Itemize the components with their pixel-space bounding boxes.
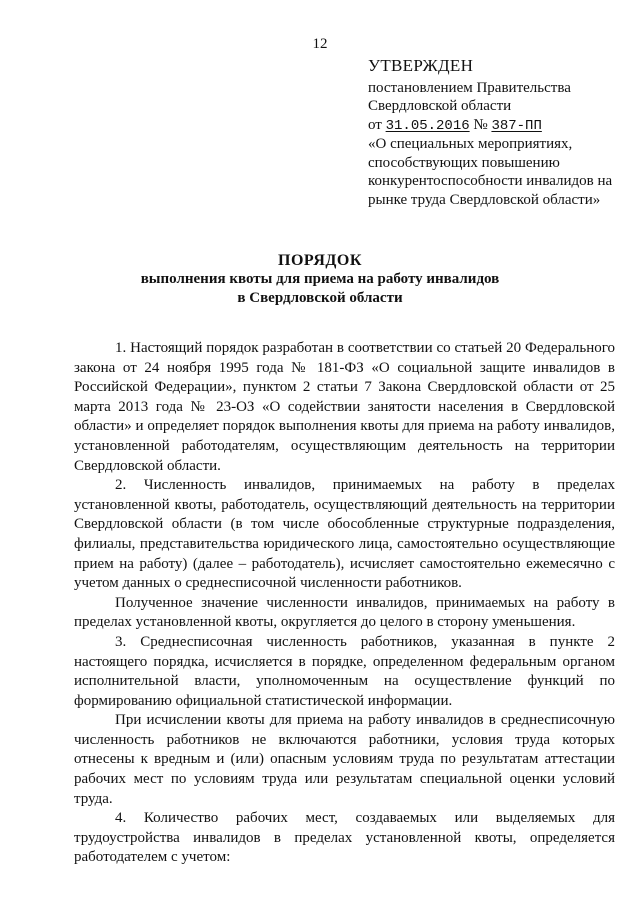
page-number: 12 — [312, 36, 328, 52]
title-main: ПОРЯДОК — [278, 252, 362, 269]
document-body — [74, 339, 615, 868]
title-line-3: в Свердловской области — [237, 290, 403, 306]
document-title — [0, 251, 640, 308]
approval-line-1: постановлением Правительства — [368, 79, 571, 96]
paragraph-3-note: При исчислении квоты для приема на работу инвалидов в среднесписочную численность работников не включаются работники, условия труда которых отнесены к вредным и (или) опасным условиям труда по результатам аттестации рабочих мест по условиям труда или результатам специальной оценки условий труда. — [74, 712, 615, 807]
approval-date-line — [368, 116, 618, 136]
approval-block — [368, 57, 618, 209]
decree-title: «О специальных мероприятиях, способствующих повышению конкурентоспособности инвалидов на рынке труда Свердловской области» — [368, 136, 613, 208]
paragraph-2-note: Полученное значение численности инвалидов, принимаемых на работу в пределах установленной квоты, округляется до целого в сторону уменьшения. — [74, 594, 615, 631]
number-prefix: № — [469, 116, 492, 133]
paragraph-3: 3. Среднесписочная численность работников, указанная в пункте 2 настоящего порядка, исчисляется в порядке, определенном федеральным органом исполнительной власти, уполномоченным на осуществление функций по формированию официальной статистической информации. — [74, 633, 615, 709]
decree-number: 387-ПП — [491, 117, 542, 134]
paragraph-4: 4. Количество рабочих мест, создаваемых или выделяемых для трудоустройства инвалидов в пределах установленной квоты, определяется работодателем с учетом: — [74, 810, 615, 866]
approval-heading: УТВЕРЖДЕН — [368, 56, 474, 75]
date-prefix: от — [368, 116, 386, 133]
decree-date: 31.05.2016 — [385, 117, 470, 134]
approval-line-2: Свердловской области — [368, 98, 512, 114]
paragraph-2: 2. Численность инвалидов, принимаемых на работу в пределах установленной квоты, работодатель, осуществляющий деятельность на территории Свердловской области (в том числе обособленные структурные подразделения, филиалы, представительства юридического лица, самостоятельно осуществляющие прием на работу) (далее – работодатель), исчисляет самостоятельно ежемесячно с учетом данных о среднесписочной численности работников. — [74, 477, 615, 592]
paragraph-1: 1. Настоящий порядок разработан в соответствии со статьей 20 Федерального закона от 24 ноября 1995 года № 181-ФЗ «О социальной защите инвалидов в Российской Федерации», пунктом 2 статьи 7 Закона Свердловской области от 25 марта 2013 года № 23-ОЗ «О содействии занятости населения в Свердловской области» и определяет порядок выполнения квоты для приема на работу инвалидов, установленной работодателям, осуществляющим деятельность на территории Свердловской области. — [74, 340, 615, 474]
title-line-2: выполнения квоты для приема на работу инвалидов — [140, 271, 500, 287]
